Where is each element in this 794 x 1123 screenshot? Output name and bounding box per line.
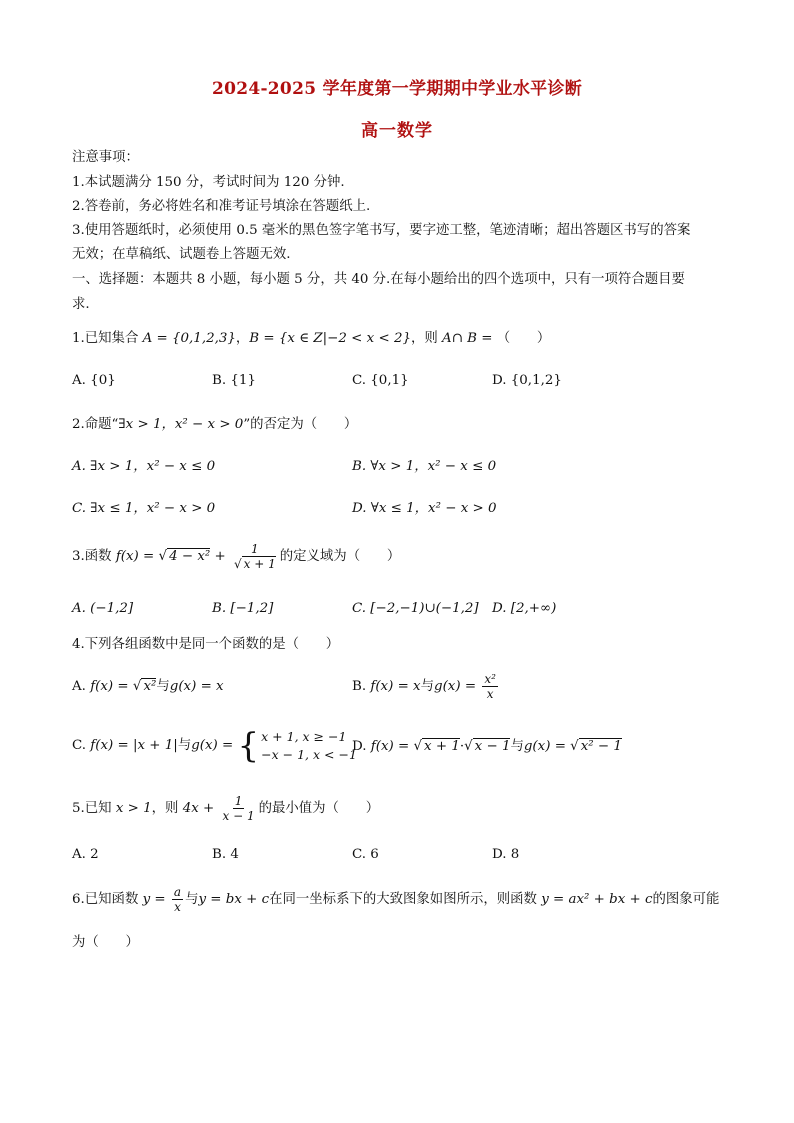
q2-expr: ∃x > 1，x² − x > 0 xyxy=(118,417,244,432)
q1-mid: ，则 xyxy=(410,331,443,346)
q4-b-label: B. xyxy=(352,679,371,694)
q4-b-g: g(x) = xyxy=(434,679,481,694)
question-2-stem xyxy=(72,416,357,434)
q6-mid-2: 在同一坐标系下的大致图象如图所示，则函数 xyxy=(269,892,542,907)
q3-fx: f(x) = xyxy=(115,549,159,564)
q4-d-mid: 与 xyxy=(510,739,524,754)
q4-option-d xyxy=(352,730,622,764)
q3-option-c: C. [−2,−1)∪(−1,2] xyxy=(352,601,479,616)
exam-title: 2024-2025 学年度第一学期期中学业水平诊断 xyxy=(211,79,583,99)
q4-option-b xyxy=(352,670,500,704)
q1-set-b: B = {x ∈ Z|−2 < x < 2} xyxy=(249,331,411,346)
q1-option-c: C. {0,1} xyxy=(352,373,409,388)
q4-c-piecewise xyxy=(237,725,357,766)
q6-y1: y = xyxy=(142,892,170,907)
q4-b-den: x xyxy=(486,687,494,701)
q1-prefix: 1.已知集合 xyxy=(72,331,143,346)
q4-option-c xyxy=(72,726,357,766)
q4-d-f: f(x) = xyxy=(370,739,414,754)
q6-mid-1: 与 xyxy=(185,892,199,907)
q3-prefix: 3.函数 xyxy=(72,549,116,564)
q4-a-mid: 与 xyxy=(156,679,170,694)
q6-frac-den: x xyxy=(174,900,181,914)
q5-suffix: 的最小值为（ ） xyxy=(258,801,380,816)
q6-prefix: 6.已知函数 xyxy=(72,892,143,907)
q5-fraction xyxy=(221,794,257,823)
q4-d-sqrt-sign-1: √ xyxy=(413,739,423,754)
q5-option-c: C. 6 xyxy=(352,847,379,862)
q3-frac-num: 1 xyxy=(251,542,259,556)
note-2: 2.答卷前，务必将姓名和准考证号填涂在答题纸上. xyxy=(72,199,371,214)
q4-b-f: f(x) = x xyxy=(370,679,421,694)
question-3-stem xyxy=(72,540,400,574)
q5-mid: ，则 xyxy=(151,801,183,816)
q6-suffix: 的图象可能 xyxy=(652,892,720,907)
q3-sqrt-inner: 4 − x² xyxy=(169,549,211,564)
section-1-instructions: 一、选择题：本题共 8 小题，每小题 5 分，共 40 分.在每小题给出的四个选项中，只有一项符合题目要 xyxy=(72,272,685,287)
q4-a-sqrt-sign: √ xyxy=(132,679,142,694)
q3-frac-den-inner: x + 1 xyxy=(243,557,276,571)
q1-set-a: A = {0,1,2,3} xyxy=(142,331,236,346)
q5-frac-num: 1 xyxy=(234,794,243,808)
question-6-stem xyxy=(72,880,719,920)
q4-d-dot: · xyxy=(459,739,465,754)
notes-heading: 注意事项： xyxy=(72,150,139,165)
q4-c-f: f(x) = |x + 1| xyxy=(90,738,178,753)
q3-plus: + xyxy=(210,549,230,564)
q4-d-sqrt-sign-3: √ xyxy=(570,739,579,754)
q1-sep: ， xyxy=(235,331,250,346)
q4-b-mid: 与 xyxy=(420,679,434,694)
question-6-stem-cont: 为（ ） xyxy=(72,935,139,950)
q2-option-b: B. ∀x > 1，x² − x ≤ 0 xyxy=(352,459,497,474)
q1-expr: A∩ B xyxy=(442,331,478,346)
q3-option-d: D. [2,+∞) xyxy=(492,601,557,616)
q4-d-sqrt-1: x + 1 xyxy=(424,739,460,754)
q3-option-b: B. [−1,2] xyxy=(212,601,274,616)
q4-b-fraction xyxy=(482,672,498,701)
q2-suffix: ”的否定为（ ） xyxy=(243,417,358,432)
q3-frac-den: √ x + 1 xyxy=(234,557,276,571)
q6-frac-num: a xyxy=(173,885,182,899)
q4-b-num: x² xyxy=(484,672,496,686)
q4-c-mid: 与 xyxy=(177,738,192,753)
q5-expr: 4x + xyxy=(182,801,219,816)
q4-d-sqrt-sign-2: √ xyxy=(464,739,473,754)
q1-suffix: = （ ） xyxy=(477,331,551,346)
q2-option-a: A. ∃x > 1，x² − x ≤ 0 xyxy=(72,459,216,474)
section-1-instructions-cont: 求. xyxy=(72,297,90,312)
q6-y2: y = bx + c xyxy=(198,892,270,907)
q4-a-sqrt-inner: x² xyxy=(143,679,157,694)
q4-option-a xyxy=(72,670,224,704)
question-4-stem: 4.下列各组函数中是同一个函数的是（ ） xyxy=(72,637,340,652)
q4-a-g: g(x) = x xyxy=(169,679,224,694)
q4-c-case-1: x + 1, x ≥ −1 xyxy=(261,728,347,744)
q1-option-b: B. {1} xyxy=(212,373,256,388)
q4-c-label: C. xyxy=(72,738,91,753)
q4-d-label: D. xyxy=(352,739,371,754)
q4-d-sqrt-3: x² − 1 xyxy=(580,739,622,754)
q4-c-case-2: −x − 1, x < −1 xyxy=(261,746,357,762)
q1-option-d: D. {0,1,2} xyxy=(492,373,562,388)
q4-a-label: A. xyxy=(72,679,91,694)
q5-frac-den: x − 1 xyxy=(222,809,255,823)
q2-option-d: D. ∀x ≤ 1，x² − x > 0 xyxy=(352,501,497,516)
note-3: 3.使用答题纸时，必须使用 0.5 毫米的黑色签字笔书写，要字迹工整，笔迹清晰；超出答题区书写的答案 xyxy=(72,223,691,238)
q3-fraction xyxy=(232,542,278,571)
q3-suffix: 的定义域为（ ） xyxy=(279,549,401,564)
q3-sqrt-sign: √ xyxy=(158,549,168,564)
q3-option-a: A. (−1,2] xyxy=(72,601,134,616)
question-5-stem xyxy=(72,792,379,826)
note-3-cont: 无效；在草稿纸、试题卷上答题无效. xyxy=(72,247,291,262)
q5-cond: x > 1 xyxy=(115,801,152,816)
note-1: 1.本试题满分 150 分，考试时间为 120 分钟. xyxy=(72,175,345,190)
q5-prefix: 5.已知 xyxy=(72,801,116,816)
q4-d-g: g(x) = xyxy=(523,739,571,754)
q4-c-brace: { xyxy=(237,725,260,766)
q5-option-d: D. 8 xyxy=(492,847,520,862)
q2-option-c: C. ∃x ≤ 1，x² − x > 0 xyxy=(72,501,216,516)
q4-d-sqrt-2: x − 1 xyxy=(474,739,511,754)
q5-option-a: A. 2 xyxy=(72,847,99,862)
q5-option-b: B. 4 xyxy=(212,847,239,862)
question-1-stem xyxy=(72,330,550,348)
q2-prefix: 2.命题“ xyxy=(72,417,119,432)
exam-subject: 高一数学 xyxy=(361,121,433,141)
q6-y3: y = ax² + bx + c xyxy=(541,892,653,907)
q6-fraction xyxy=(172,885,183,914)
q1-option-a: A. {0} xyxy=(72,373,116,388)
q4-c-g: g(x) = xyxy=(191,738,238,753)
q4-a-f: f(x) = xyxy=(90,679,133,694)
